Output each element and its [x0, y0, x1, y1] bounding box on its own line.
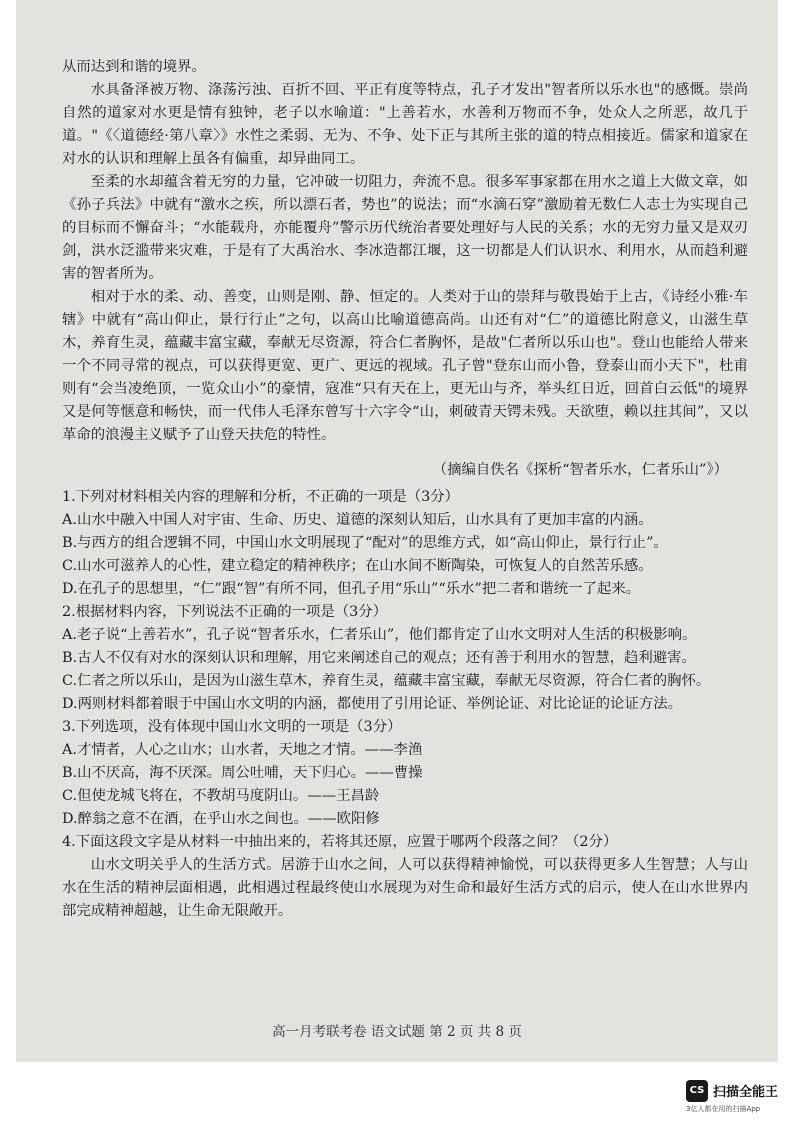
- question-stem: 1.下列对材料相关内容的理解和分析，不正确的一项是（3分）: [62, 489, 460, 505]
- paragraph-water-power: 至柔的水却蕴含着无穷的力量，它冲破一切阻力，奔流不息。很多军事家都在用水之道上大做文章，如《孙子兵法》中就有“激水之疾，所以漂石者，势也”的说法；而“水滴石穿”激励着无数仁人志士为实现自己的目标而不懈奋斗；“水能载舟，亦能覆舟”警示历代统治者要处理好与人民的关系；水的无穷力量又是双刃剑，洪水泛滥带来灾难，于是有了大禹治水、李冰造都江堰，这一切都是人们认识水、利用水，从而趋利避害的智者所为。: [62, 174, 748, 282]
- question-stem: 2.根据材料内容，下列说法不正确的一项是（3分）: [62, 604, 388, 620]
- option-d: D.在孔子的思想里，“仁”跟“智”有所不同，但孔子用“乐山”“乐水”把二者和谐统一了起来。: [62, 581, 641, 597]
- watermark-title: 扫描全能王: [713, 1085, 779, 1100]
- option-d: D.两则材料都着眼于中国山水文明的内涵，都使用了引用论证、举例论证、对比论证的论证方法。: [62, 696, 683, 712]
- option-a: A.才情者，人心之山水；山水者，天地之才情。——李渔: [62, 742, 423, 758]
- question-4: [62, 831, 748, 923]
- extract-passage: 山水文明关乎人的生活方式。居游于山水之间，人可以获得精神愉悦，可以获得更多人生智慧；人与山水在生活的精神层面相遇，此相遇过程最终使山水展现为对生命和最好生活方式的启示，使人在山水世界内部完成精神超越，让生命无限敞开。: [62, 857, 748, 919]
- question-3: [62, 716, 748, 831]
- paragraph-continuation: 从而达到和谐的境界。: [62, 59, 206, 75]
- option-b: B.古人不仅有对水的深刻认识和理解，用它来阐述自己的观点；还有善于利用水的智慧，趋利避害。: [62, 650, 696, 666]
- option-d: D.醉翁之意不在酒，在乎山水之间也。——欧阳修: [62, 811, 380, 827]
- paragraph-water-virtue: 水具备泽被万物、涤荡污浊、百折不回、平正有度等特点，孔子才发出"智者所以乐水也"的感慨。崇尚自然的道家对水更是情有独钟，老子以水喻道："上善若水，水善利万物而不争，处众人之所恶，故几于道。"《〈道德经·第八章〉》水性之柔弱、无为、不争、处下正与其所主张的道的特点相接近。儒家和道家在对水的认识和理解上虽各有偏重，却异曲同工。: [62, 82, 748, 167]
- option-b: B.与西方的组合逻辑不同，中国山水文明展现了“配对”的思维方式，如“高山仰止，景行行止”。: [62, 535, 668, 551]
- option-c: C.仁者之所以乐山，是因为山滋生草木，养育生灵，蕴藏丰富宝藏，奉献无尽资源，符合仁者的胸怀。: [62, 673, 711, 689]
- option-b: B.山不厌高，海不厌深。周公吐哺，天下归心。——曹操: [62, 765, 423, 781]
- option-c: C.山水可滋养人的心性，建立稳定的精神秩序；在山水间不断陶染，可恢复人的自然苦乐感。: [62, 558, 653, 574]
- camscanner-logo-icon: CS: [686, 1080, 708, 1102]
- question-stem: 3.下列选项，没有体现中国山水文明的一项是（3分）: [62, 719, 402, 735]
- question-stem: 4.下面这段文字是从材料一中抽出来的，若将其还原，应置于哪两个段落之间？（2分）: [62, 834, 618, 850]
- paragraph-mountain: 相对于水的柔、动、善变，山则是刚、静、恒定的。人类对于山的崇拜与敬畏始于上古，《诗经小雅·车辖》中就有“高山仰止，景行行止”之句，以高山比喻道德高尚。山还有对“仁”的道德比附意义，山滋生草木，养育生灵，蕴藏丰富宝藏，奉献无尽资源，符合仁者胸怀，是故"仁者所以乐山也"。登山也能给人带来一个不同寻常的视点，可以获得更宽、更广、更远的视域。孔子曾"登东山而小鲁，登泰山而小天下"，杜甫则有“会当凌绝顶，一览众山小”的豪情，寇准“只有天在上，更无山与齐，举头红日近，回首白云低"的境界又是何等惬意和畅快，而一代伟人毛泽东曾写十六字令“山，刺破青天锷未残。天欲堕，赖以拄其间”，又以革命的浪漫主义赋予了山登天扶危的特性。: [62, 289, 748, 443]
- option-a: A.山水中融入中国人对宇宙、生命、历史、道德的深刻认知后，山水具有了更加丰富的内涵。: [62, 512, 653, 528]
- option-c: C.但使龙城飞将在，不教胡马度阴山。——王昌龄: [62, 788, 380, 804]
- watermark-subtitle: 3亿人都在用的扫描App: [686, 1105, 761, 1113]
- question-1: [62, 486, 748, 601]
- scanner-watermark: [686, 1078, 786, 1118]
- source-citation: （摘编自佚名《探析“智者乐水，仁者乐山”》）: [432, 462, 728, 478]
- option-a: A.老子说“上善若水”，孔子说“智者乐水，仁者乐山”，他们都肯定了山水文明对人生活的积极影响。: [62, 627, 697, 643]
- scanned-page: [16, 0, 778, 1062]
- page-footer: 高一月考联考卷 语文试题 第 2 页 共 8 页: [272, 1024, 522, 1040]
- question-2: [62, 601, 748, 716]
